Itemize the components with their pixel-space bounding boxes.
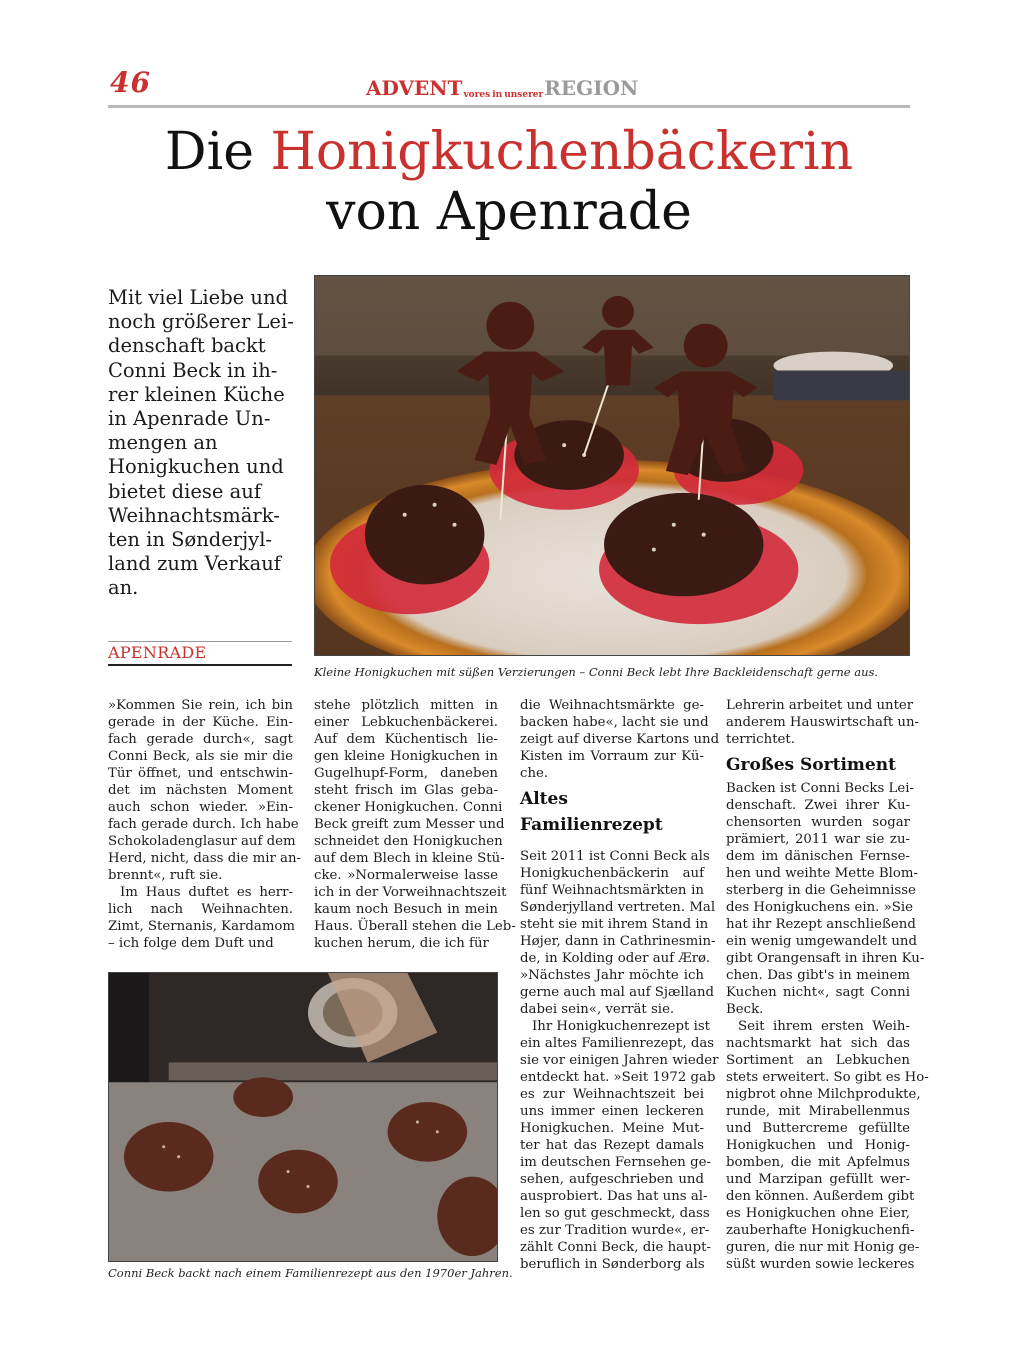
headline-part2: Honigkuchenbäckerin [270, 122, 854, 182]
text-line: steht frisch im Glas geba- [314, 783, 498, 798]
text-line: es Honigkuchen ohne Eier, [726, 1206, 910, 1221]
text-line: sterberg in die Geheimnisse [726, 883, 916, 898]
lead-line: noch größerer Lei- [108, 310, 294, 334]
headline-part1: Die [164, 122, 271, 182]
lead-line: an. [108, 576, 139, 600]
header-rule [108, 105, 910, 108]
text-line: ckener Honigkuchen. Conni [314, 800, 503, 815]
lead-line: Mit viel Liebe und [108, 286, 289, 309]
text-line: Kisten im Vorraum zur Kü- [520, 749, 704, 764]
text-line: backen habe«, lacht sie und [520, 715, 709, 730]
text-line: nachtsmarkt hat sich das [726, 1036, 910, 1051]
text-line: und Marzipan gefüllt wer- [726, 1172, 910, 1187]
lead-line: bietet diese auf [108, 479, 262, 503]
text-line: Sønderjylland vertreten. Mal [520, 900, 716, 915]
body-column-2 [314, 697, 516, 952]
section-region: REGION [544, 76, 639, 100]
col4-text-a [726, 697, 920, 748]
lead-line: mengen an [108, 431, 218, 455]
text-line: nigbrot ohne Milchprodukte, [726, 1087, 921, 1102]
col3-text-a [520, 697, 720, 782]
col4-text-b [726, 780, 929, 1273]
text-line: fach gerade durch«, sagt [108, 732, 293, 747]
text-line: Haus. Überall stehen die Leb- [314, 919, 516, 934]
body-column-4 [726, 697, 929, 1273]
text-line: Honigkuchenbäckerin auf [520, 866, 704, 881]
text-line: Kuchen nicht«, sagt Conni [726, 985, 910, 1000]
text-line: es zur Weihnachtszeit bei [520, 1087, 704, 1102]
section-header [366, 76, 638, 100]
section-small-unserer: unserer [504, 90, 544, 100]
text-line: cke. »Normalerweise lasse [314, 868, 498, 883]
section-small-in: in [492, 90, 503, 100]
text-line: sehen, aufgeschrieben und [520, 1172, 704, 1187]
text-line: auf dem Blech in kleine Stü- [314, 851, 505, 866]
text-line: gerne auch mal auf Sjælland [520, 985, 715, 1000]
text-line: chen. Das gibt's in meinem [726, 968, 910, 983]
lead-line: Weihnachtsmärk- [108, 503, 280, 527]
text-line: prämiert, 2011 war sie zu- [726, 832, 910, 847]
text-line: den können. Außerdem gibt [726, 1189, 915, 1204]
text-line: Sortiment an Lebkuchen [726, 1053, 910, 1068]
lead-line: land zum Verkauf [108, 552, 281, 576]
text-line: brennt«, ruft sie. [108, 868, 223, 883]
text-line: gen kleine Honigkuchen in [314, 749, 498, 764]
text-line: hat ihr Rezept anschließend [726, 917, 916, 932]
lead-line: Honigkuchen und [108, 455, 284, 479]
body-column-1 [108, 697, 302, 952]
text-line: Honigkuchen. Meine Mut- [520, 1121, 704, 1136]
text-line: Højer, dann in Cathrinesmin- [520, 934, 716, 949]
dateline-rule-top [108, 641, 292, 642]
text-line: Conni Beck, als sie mir die [108, 749, 293, 764]
text-line: dem im dänischen Fernse- [726, 849, 910, 864]
lead-line: rer kleinen Küche [108, 382, 285, 406]
text-line: guren, die nur mit Honig ge- [726, 1240, 920, 1255]
text-line: de, in Kolding oder auf Ærø. [520, 951, 711, 966]
page-number: 46 [110, 66, 151, 99]
text-line: dabei sein«, verrät sie. [520, 1002, 675, 1017]
section-small-vores: vores [463, 90, 491, 100]
text-line: Beck. [726, 1002, 764, 1017]
text-line: des Honigkuchens ein. »Sie [726, 900, 913, 915]
lead-line: denschaft backt [108, 334, 266, 358]
text-line: chensorten wurden sogar [726, 815, 910, 830]
text-line: Gugelhupf-Form, daneben [314, 766, 498, 781]
section-small-words [463, 91, 490, 100]
headline-line2: von Apenrade [326, 182, 692, 242]
subheading-altes: Altes [520, 789, 568, 809]
text-line: Herd, nicht, dass die mir an- [108, 851, 302, 866]
text-line: denschaft. Zwei ihrer Ku- [726, 798, 910, 813]
text-line: einer Lebkuchenbäckerei. [314, 715, 498, 730]
text-line: ein altes Familienrezept, das [520, 1036, 715, 1051]
photo2-caption: Conni Beck backt nach einem Familienrezept aus den 1970er Jahren. [108, 1266, 513, 1280]
text-line: Zimt, Sternanis, Kardamom [108, 919, 296, 934]
lead-line: ten in Sønderjyl- [108, 528, 273, 552]
text-line: schneidet den Honigkuchen [314, 834, 503, 849]
text-line: ich in der Vorweihnachtszeit [314, 885, 507, 900]
text-line: anderem Hauswirtschaft un- [726, 715, 920, 730]
col3-text-b [520, 848, 719, 1273]
text-line: Beck greift zum Messer und [314, 817, 505, 832]
text-line: ausprobiert. Das hat uns al- [520, 1189, 708, 1204]
text-line: zeigt auf diverse Kartons und [520, 732, 720, 747]
text-line: – ich folge dem Duft und [108, 936, 274, 951]
text-line: sie vor einigen Jahren wieder [520, 1053, 719, 1068]
section-small-stack [492, 91, 502, 100]
lead-paragraph [108, 286, 298, 601]
text-line: len so gut geschmeckt, dass [520, 1206, 710, 1221]
text-line: kaum noch Besuch in mein [314, 902, 498, 917]
text-line: und Buttercreme gefüllte [726, 1121, 910, 1136]
subheading-grosses-sortiment: Großes Sortiment [726, 755, 896, 775]
text-line: Im Haus duftet es herr- [120, 885, 293, 900]
text-line: entdeckt hat. »Seit 1972 gab [520, 1070, 716, 1085]
text-line: stehe plötzlich mitten in [314, 698, 498, 713]
text-line: Seit 2011 ist Conni Beck als [520, 849, 710, 864]
photo1-caption: Kleine Honigkuchen mit süßen Verzierungen – Conni Beck lebt Ihre Backleidenschaft gerne aus. [314, 665, 879, 679]
text-line: die Weihnachtsmärkte ge- [520, 698, 704, 713]
text-line: ter hat das Rezept damals [520, 1138, 704, 1153]
body-column-3 [520, 697, 720, 1273]
text-line: Auf dem Küchentisch lie- [314, 732, 498, 747]
text-line: süßt wurden sowie leckeres [726, 1257, 915, 1272]
text-line: fünf Weihnachtsmärkten in [520, 883, 704, 898]
text-line: auch schon wieder. »Ein- [108, 800, 293, 815]
text-line: bomben, die mit Apfelmus [726, 1155, 910, 1170]
dateline-rule-bottom [108, 664, 292, 666]
text-line: ein wenig umgewandelt und [726, 934, 917, 949]
text-line: beruflich in Sønderborg als [520, 1257, 705, 1272]
text-line: zählt Conni Beck, die haupt- [520, 1240, 711, 1255]
lead-line: in Apenrade Un- [108, 407, 271, 431]
text-line: kuchen herum, die ich für [314, 936, 489, 951]
text-line: lich nach Weihnachten. [108, 902, 293, 917]
text-line: fach gerade durch. Ich habe [108, 817, 299, 832]
headline [100, 122, 918, 242]
text-line: che. [520, 766, 549, 781]
text-line: Lehrerin arbeitet und unter [726, 698, 914, 713]
text-line: steht sie mit ihrem Stand in [520, 917, 709, 932]
text-line: es zur Tradition wurde«, er- [520, 1223, 710, 1238]
subheading-familienrezept: Familienrezept [520, 815, 663, 835]
text-line: Backen ist Conni Becks Lei- [726, 781, 914, 796]
text-line: Tür öffnet, und entschwin- [108, 766, 293, 781]
text-line: Seit ihrem ersten Weih- [738, 1019, 910, 1034]
text-line: hen und weihte Mette Blom- [726, 866, 918, 881]
text-line: Schokoladenglasur auf dem [108, 834, 296, 849]
text-line: Honigkuchen und Honig- [726, 1138, 910, 1153]
col3-spacer-bottom [520, 838, 704, 848]
text-line: zauberhafte Honigkuchenfi- [726, 1223, 915, 1238]
section-advent: ADVENT [366, 76, 463, 100]
text-line: »Nächstes Jahr möchte ich [520, 968, 704, 983]
text-line: gerade in der Küche. Ein- [108, 715, 293, 730]
text-line: runde, mit Mirabellenmus [726, 1104, 910, 1119]
photo-gingerbread-cakes [314, 275, 910, 656]
text-line: im deutschen Fernsehen ge- [520, 1155, 711, 1170]
text-line: terrichtet. [726, 732, 795, 747]
text-line: det im nächsten Moment [108, 783, 293, 798]
dateline: APENRADE [108, 643, 207, 662]
text-line: uns immer einen leckeren [520, 1104, 704, 1119]
text-line: Ihr Honigkuchenrezept ist [532, 1019, 710, 1034]
lead-line: Conni Beck in ih- [108, 358, 278, 382]
text-line: »Kommen Sie rein, ich bin [108, 698, 293, 713]
section-small-stack-2 [504, 91, 543, 100]
text-line: gibt Orangensaft in ihren Ku- [726, 951, 925, 966]
photo-baking-tray [108, 972, 498, 1262]
text-line: stets erweitert. So gibt es Ho- [726, 1070, 929, 1085]
